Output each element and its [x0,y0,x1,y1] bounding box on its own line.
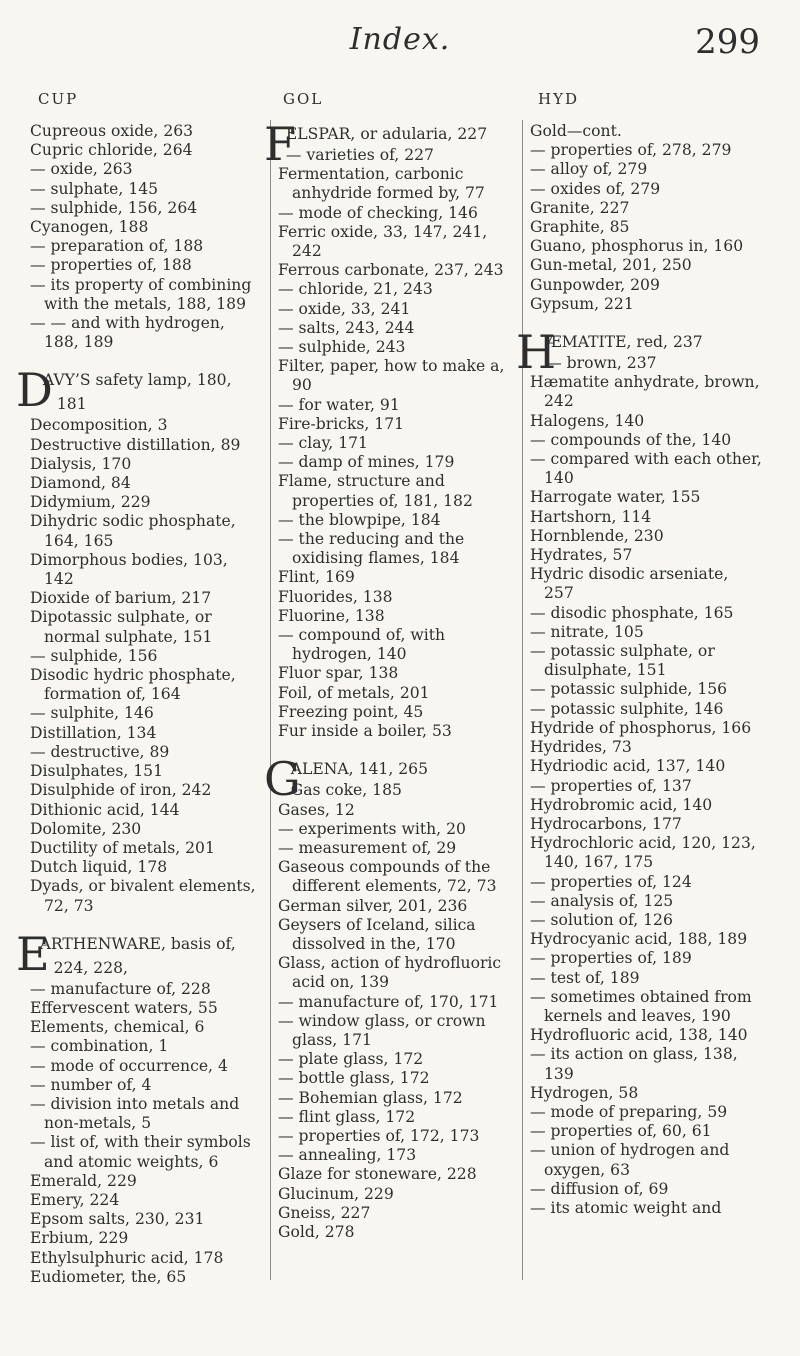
index-entry-text: Destructive distillation, 89 [30,435,241,454]
index-entry [530,757,762,776]
index-entry-text: Glass, action of hydrofluoric acid on, 139 [278,954,502,992]
index-entry-text: — properties of, 137 [530,776,692,795]
index-entry-text: Freezing point, 45 [278,702,424,721]
index-entry [30,980,262,999]
index-entry [530,1199,762,1218]
index-entry-text: Hydriodic acid, 137, 140 [530,757,726,776]
index-entry [30,493,262,512]
index-entry-text: Hydrocyanic acid, 188, 189 [530,930,748,949]
index-entry [278,165,510,203]
index-entry [530,431,762,450]
index-entry-text: Fire-bricks, 171 [278,414,405,433]
index-entry [278,607,510,626]
index-entry [30,704,262,723]
index-entry [278,993,510,1012]
index-entry [30,436,262,455]
index-entry [30,999,262,1018]
index-entry [278,280,510,299]
index-entry-text: AVY’S safety lamp, 180, 181 [42,371,232,414]
page-number: 299 [695,22,760,62]
index-entry [278,1165,510,1184]
index-entry-text: Gold—cont. [530,122,622,140]
index-entry [278,801,510,820]
index-entry [30,647,262,666]
index-entry-text: Diamond, 84 [30,474,131,493]
index-entry [530,930,762,949]
index-column-1 [16,122,262,1287]
index-entry-text: — bottle glass, 172 [278,1069,430,1088]
running-head [0,22,800,72]
index-entry [530,218,762,237]
section-start-entry [16,926,262,981]
index-entry [278,1127,510,1146]
index-entry-text: Ferrous carbonate, 237, 243 [278,261,504,280]
index-entry [30,1037,262,1056]
index-entry [30,1210,262,1229]
index-entry-text: — window glass, or crown glass, 171 [278,1011,486,1049]
index-entry-text: — sulphide, 156, 264 [30,198,198,217]
index-entry [30,276,262,314]
index-entry [278,1204,510,1223]
index-entry-text: — the reducing and the oxidising flames, 184 [278,530,465,568]
index-entry-text: Hydrochloric acid, 120, 123, 140, 167, 175 [530,834,756,872]
index-entry-text: — — and with hydrogen, 188, 189 [30,314,225,352]
index-entry-text: — potassic sulphate, or disulphate, 151 [530,642,715,680]
index-entry-text: — for water, 91 [278,395,400,414]
index-entry-text: Gases, 12 [278,800,355,819]
index-entry-text: — oxides of, 279 [530,179,661,198]
index-entry [530,295,762,314]
index-entry-text: Effervescent waters, 55 [30,998,218,1017]
index-entry-text: — oxide, 33, 241 [278,299,411,318]
index-entry [530,604,762,623]
index-entry [278,1069,510,1088]
index-entry-text: — analysis of, 125 [530,891,674,910]
index-entry-text: Halogens, 140 [530,411,645,430]
index-entry-text: Dihydric sodic phosphate, 164, 165 [30,512,236,550]
index-entry-text: Ferric oxide, 33, 147, 241, 242 [278,222,488,261]
index-entry [530,180,762,199]
index-entry-text: Disulphide of iron, 242 [30,781,212,800]
index-entry-text: Ethylsulphuric acid, 178 [30,1248,224,1267]
index-entry-text: Hydrogen, 58 [530,1083,639,1102]
index-entry-text: — sulphide, 156 [30,646,158,665]
index-entry [278,1050,510,1069]
index-entry [530,546,762,565]
index-entry-text: Dioxide of barium, 217 [30,589,212,608]
index-entry [30,199,262,218]
index-entry-text: — disodic phosphate, 165 [530,603,734,622]
index-entry-text: Gunpowder, 209 [530,275,660,294]
section-start-entry [16,363,262,418]
index-entry [30,666,262,704]
index-entry [530,911,762,930]
index-entry-text: — properties of, 189 [530,949,692,968]
index-entry-text: — Bohemian glass, 172 [278,1088,463,1107]
index-entry-text: — properties of, 60, 61 [530,1122,712,1141]
index-entry [278,858,510,896]
index-entry-text: — preparation of, 188 [30,237,204,256]
index-entry [30,858,262,877]
column-divider [522,120,523,1280]
index-entry [530,276,762,295]
index-entry [278,204,510,223]
index-entry-text: Erbium, 229 [30,1229,129,1248]
index-entry [278,1089,510,1108]
index-entry [530,988,762,1026]
index-entry-text: — number of, 4 [30,1075,152,1094]
index-column-2 [264,117,510,1242]
index-entry [30,801,262,820]
index-entry-text: Gypsum, 221 [530,294,634,313]
index-entry [530,969,762,988]
index-entry [530,815,762,834]
index-entry-text: — varieties of, 227 [285,146,434,164]
index-entry-text: Glucinum, 229 [278,1184,394,1203]
index-entry-text: Dolomite, 230 [30,819,142,838]
index-entry [30,820,262,839]
index-entry-text: — mode of preparing, 59 [530,1102,728,1121]
index-entry [278,820,510,839]
index-entry [278,300,510,319]
index-entry [30,256,262,275]
index-entry-text: Hydric disodic arseniate, 257 [530,565,729,603]
index-entry-text: Elements, chemical, 6 [30,1018,205,1037]
index-entry-text: ALENA, 141, 265 [290,760,429,779]
index-entry [530,1180,762,1199]
index-entry [530,1103,762,1122]
index-entry [278,588,510,607]
index-entry-text: Graphite, 85 [530,218,630,237]
index-entry-text: — compared with each other, 140 [530,450,762,488]
index-entry [30,218,262,237]
index-entry-text: — destructive, 89 [30,742,170,761]
index-entry-text: — its property of combining with the metals, 188, 189 [30,275,252,313]
index-entry-text: Gold, 278 [278,1222,355,1241]
index-entry-text: — properties of, 172, 173 [278,1126,480,1145]
index-entry [30,1133,262,1171]
index-entry-text: Filter, paper, how to make a, 90 [278,357,505,395]
index-entry-text: Cupric chloride, 264 [30,141,193,160]
index-entry-text: ARTHENWARE, basis of, 224, 228, [39,934,236,977]
index-entry [278,839,510,858]
index-entry-text: — its action on glass, 138, 139 [530,1045,738,1083]
index-entry-text: ÆMATITE, red, 237 [546,333,703,352]
index-entry [530,412,762,431]
index-entry-text: — sulphite, 146 [30,704,154,723]
index-entry-text: Epsom salts, 230, 231 [30,1210,205,1229]
index-entry [530,738,762,757]
index-entry-text: — brown, 237 [546,354,657,373]
drop-cap-letter: G [264,752,301,807]
index-entry [278,1223,510,1242]
index-entry [530,642,762,680]
index-entry-text: Hydride of phosphorus, 166 [530,718,752,737]
index-entry [530,508,762,527]
index-entry-text: — solution of, 126 [530,910,673,929]
index-entry-text: — mode of checking, 146 [278,203,478,222]
index-entry [530,777,762,796]
index-entry [530,354,762,373]
index-entry-text: — salts, 243, 244 [278,318,415,337]
index-entry-text: — flint glass, 172 [278,1107,416,1126]
index-entry [530,834,762,872]
index-entry-text: Hydrates, 57 [530,546,633,565]
index-entry [530,719,762,738]
index-entry [278,146,510,165]
index-entry [278,781,510,800]
index-entry [278,530,510,568]
index-entry [278,954,510,992]
index-entry [30,455,262,474]
index-entry [30,608,262,646]
index-entry-text: Ductility of metals, 201 [30,838,215,857]
index-entry-text: Dyads, or bivalent elements, 72, 73 [30,877,256,915]
index-entry-text: Flame, structure and properties of, 181, 182 [278,472,473,510]
index-entry-text: Decomposition, 3 [30,416,168,435]
index-entry-text: Hydrofluoric acid, 138, 140 [530,1026,748,1045]
index-entry [30,141,262,160]
drop-cap-letter: F [264,117,296,171]
index-entry [530,1045,762,1083]
index-entry-text: — plate glass, 172 [278,1050,424,1069]
index-entry [278,453,510,472]
index-entry [530,527,762,546]
index-entry [30,1057,262,1076]
index-entry [278,916,510,954]
index-entry [530,373,762,411]
index-entry [30,551,262,589]
index-entry-text: — manufacture of, 170, 171 [278,992,499,1011]
column-head-left: CUP [38,90,79,108]
index-entry [30,762,262,781]
index-entry-text: — properties of, 278, 279 [530,141,732,160]
index-entry [278,223,510,261]
index-entry-text: — potassic sulphide, 156 [530,680,728,699]
index-entry [30,416,262,435]
index-entry-text: Dipotassic sulphate, or normal sulphate, 151 [30,608,213,646]
index-entry-text: German silver, 201, 236 [278,896,468,915]
index-entry [530,1084,762,1103]
index-entry-text: Dithionic acid, 144 [30,800,180,819]
index-entry-text: Distillation, 134 [30,723,157,742]
index-entry-text: Dialysis, 170 [30,454,132,473]
index-entry-text: — damp of mines, 179 [278,453,455,472]
index-entry [30,877,262,915]
index-entry [278,722,510,741]
index-entry [30,1191,262,1210]
index-entry-text: Hæmatite anhydrate, brown, 242 [530,373,760,411]
index-entry-text: — union of hydrogen and oxygen, 63 [530,1141,730,1179]
index-entry [530,256,762,275]
index-entry [278,261,510,280]
index-entry-text: — potassic sulphite, 146 [530,699,724,718]
index-entry-text: Dimorphous bodies, 103, 142 [30,550,228,589]
index-entry [278,319,510,338]
index-entry [278,357,510,395]
index-entry [30,1229,262,1248]
index-entry-text: — list of, with their symbols and atomic weights, 6 [30,1133,251,1171]
index-entry [30,1172,262,1191]
index-entry [30,1076,262,1095]
index-entry [30,781,262,800]
index-entry [30,1249,262,1268]
index-entry [530,160,762,179]
running-title: Index. [349,22,451,57]
index-entry-text: — clay, 171 [278,434,368,453]
index-entry [30,237,262,256]
index-entry [30,1018,262,1037]
index-entry-text: — diffusion of, 69 [530,1179,669,1198]
index-entry-text: Cyanogen, 188 [30,218,149,237]
index-entry-text: Hornblende, 230 [530,526,664,545]
index-entry [530,700,762,719]
index-entry [530,623,762,642]
index-entry [30,122,262,141]
index-entry [530,122,762,141]
index-entry-text: Gas coke, 185 [290,781,402,800]
index-entry [530,141,762,160]
index-entry [530,892,762,911]
index-entry [530,199,762,218]
index-entry-text: — mode of occurrence, 4 [30,1056,228,1075]
index-entry-text: — manufacture of, 228 [30,979,211,998]
index-entry [278,568,510,587]
index-entry-text: Didymium, 229 [30,493,151,512]
index-entry [530,680,762,699]
index-entry-text: — test of, 189 [530,968,640,987]
index-entry-text: Eudiometer, the, 65 [30,1267,187,1286]
index-entry-text: — experiments with, 20 [278,819,466,838]
index-entry [278,1108,510,1127]
index-entry [30,474,262,493]
index-entry-text: — its atomic weight and [530,1198,722,1217]
index-entry-text: — compounds of the, 140 [530,430,732,449]
index-entry-text: Flint, 169 [278,568,355,587]
index-entry [278,472,510,510]
index-column-3 [516,122,762,1218]
index-entry-text: Gun-metal, 201, 250 [530,256,692,275]
index-entry [530,237,762,256]
drop-cap-letter: E [16,926,50,981]
index-entry-text: — sulphate, 145 [30,179,159,198]
index-entry [278,626,510,664]
index-entry [278,1012,510,1050]
index-entry [278,338,510,357]
index-entry-text: Foil, of metals, 201 [278,683,430,702]
column-head-right: HYD [538,90,580,108]
index-entry-text: Emery, 224 [30,1190,120,1209]
index-entry [278,396,510,415]
index-entry-text: Gaseous compounds of the different elements, 72, 73 [278,858,497,896]
index-entry-text: Dutch liquid, 178 [30,858,168,877]
index-entry [530,796,762,815]
index-entry [530,1122,762,1141]
index-entry-text: — sometimes obtained from kernels and leaves, 190 [530,987,752,1025]
index-entry-text: Hydrocarbons, 177 [530,814,682,833]
drop-cap-letter: D [16,363,53,418]
index-entry [30,743,262,762]
index-entry-text: — the blowpipe, 184 [278,510,441,529]
index-entry-text: — chloride, 21, 243 [278,280,433,299]
column-divider [270,120,271,1280]
index-entry [30,180,262,199]
index-entry-text: — oxide, 263 [30,160,133,179]
column-head-middle: GOL [283,90,324,108]
index-entry-text: Fermentation, carbonic anhydride formed by, 77 [278,165,485,203]
index-entry [30,839,262,858]
index-entry-text: — sulphide, 243 [278,338,406,357]
index-entry [278,897,510,916]
index-entry [278,684,510,703]
index-entry [530,1026,762,1045]
index-entry-text: — compound of, with hydrogen, 140 [278,626,446,664]
index-entry [530,949,762,968]
index-entry [278,415,510,434]
index-entry [30,724,262,743]
index-entry [278,1185,510,1204]
index-entry [30,589,262,608]
index-entry [30,1268,262,1287]
index-entry [278,511,510,530]
index-entry-text: Geysers of Iceland, silica dissolved in the, 170 [278,915,476,953]
index-entry-text: Gneiss, 227 [278,1203,371,1222]
index-entry [278,703,510,722]
index-entry-text: — properties of, 124 [530,872,692,891]
index-entry-text: — combination, 1 [30,1037,169,1056]
index-entry [530,873,762,892]
index-entry-text: Hydrobromic acid, 140 [530,795,713,814]
index-entry-text: — nitrate, 105 [530,622,644,641]
index-entry [278,664,510,683]
index-entry-text: Cupreous oxide, 263 [30,122,194,140]
index-entry [278,434,510,453]
index-entry-text: — measurement of, 29 [278,838,457,857]
drop-cap-letter: H [516,325,557,380]
index-entry-text: — annealing, 173 [278,1146,417,1165]
index-entry-text: — alloy of, 279 [530,160,648,179]
index-entry [530,565,762,603]
index-entry-text: Fluorides, 138 [278,587,393,606]
index-entry [530,1141,762,1179]
index-entry-text: Emerald, 229 [30,1171,137,1190]
index-entry-text: Harrogate water, 155 [530,488,701,507]
index-entry [30,314,262,352]
index-entry-text: Granite, 227 [530,198,630,217]
index-entry-text: Fluorine, 138 [278,606,385,625]
index-entry-text: Fluor spar, 138 [278,664,399,683]
index-entry-text: Guano, phosphorus in, 160 [530,237,744,256]
index-entry [30,160,262,179]
index-entry-text: — division into metals and non-metals, 5 [30,1094,240,1133]
index-entry-text: Hartshorn, 114 [530,507,652,526]
index-entry [530,488,762,507]
index-entry-text: Disodic hydric phosphate, formation of, 164 [30,666,236,704]
index-entry-text: Glaze for stoneware, 228 [278,1165,477,1184]
index-entry-text: Fur inside a boiler, 53 [278,722,452,741]
index-entry [30,1095,262,1133]
index-entry [30,512,262,550]
index-entry [530,450,762,488]
index-entry-text: Disulphates, 151 [30,762,164,781]
index-entry-text: ELSPAR, or adularia, 227 [285,125,488,143]
index-entry-text: Hydrides, 73 [530,738,632,757]
index-entry-text: — properties of, 188 [30,256,192,275]
index-entry [278,1146,510,1165]
